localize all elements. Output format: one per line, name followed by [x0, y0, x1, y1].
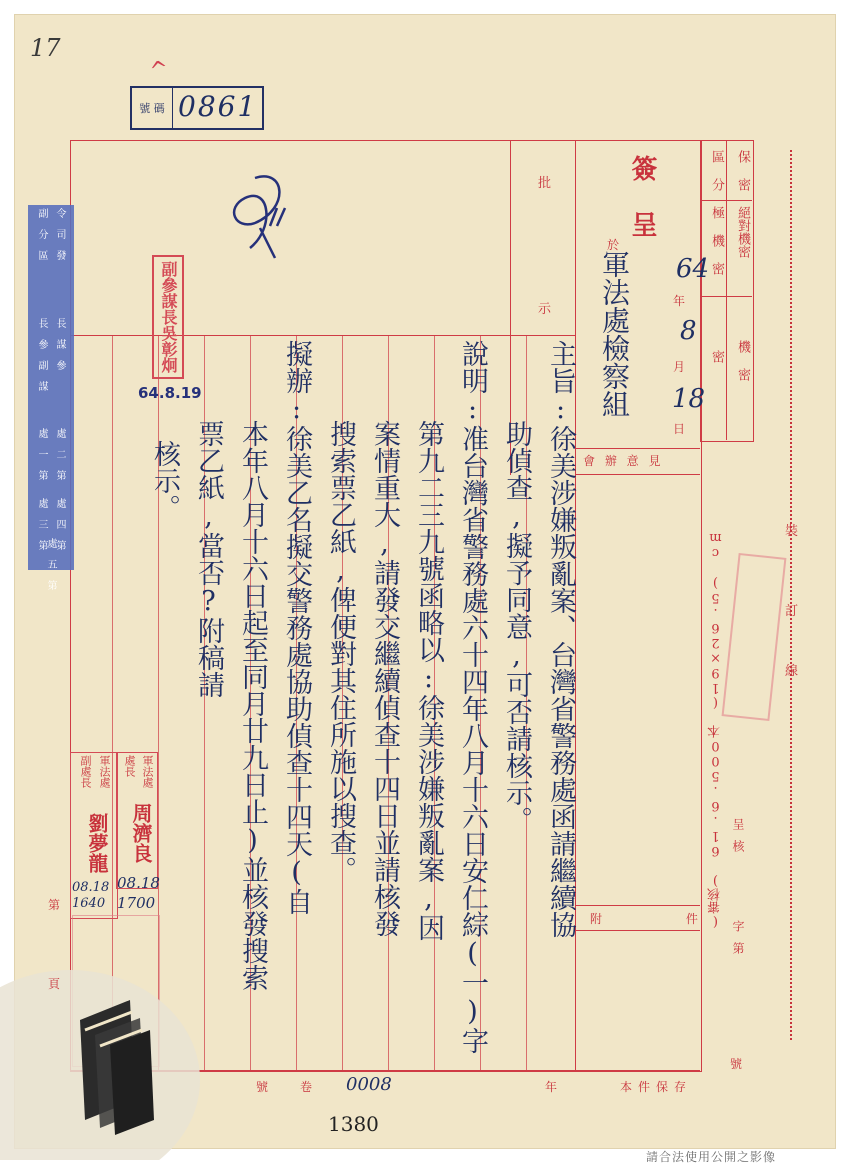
classification-header-1: 保 密: [735, 150, 750, 191]
deputy-stamp-role: 副處長: [79, 755, 92, 788]
body-line-7: 擬辦:徐美乙名擬交警務處協助偵查十四天(自: [281, 340, 312, 915]
classification-level-2: 極 機 密: [709, 206, 724, 275]
blue-stamp-row-8: 處 四 第: [54, 498, 65, 550]
body-line-2: 助偵查,擬予同意,可否請核示。: [501, 420, 532, 833]
deputy-date: 08.18: [72, 880, 110, 895]
side-page-label-1: 第: [48, 898, 61, 912]
director-time: 1700: [117, 894, 156, 912]
body-line-5: 案情重大,請發交繼續偵查十四日並請核發: [369, 420, 400, 937]
director-stamp-name: 周濟良: [129, 803, 153, 863]
classification-level-3: 機 密: [735, 340, 750, 381]
date-month-label: 月: [673, 360, 686, 374]
date-year: 64: [676, 254, 710, 284]
attachment-label: 附 件: [590, 912, 738, 926]
from-label: 於: [607, 238, 620, 252]
director-stamp-role: 處長: [123, 755, 136, 777]
approve-label: 批: [538, 176, 552, 191]
serial-number-box: [130, 86, 264, 130]
approval-signature-icon: [215, 168, 295, 268]
bottom-year-label: 年: [545, 1080, 558, 1094]
body-line-1: 主旨:徐美涉嫌叛亂案、台灣省警務處函請繼續協: [545, 340, 576, 938]
footer-usage-note: 請合法使用公開之影像: [646, 1150, 777, 1164]
classification-header-2: 區 分: [709, 150, 724, 191]
date-day-label: 日: [673, 422, 686, 436]
director-stamp: [116, 752, 158, 889]
document-title: 簽 呈: [627, 155, 657, 237]
binding-dotted-line: [790, 150, 792, 1040]
side-page-label-2: 頁: [48, 977, 61, 991]
serial-label: 號 碼: [132, 88, 173, 128]
deputy-stamp-title: 軍法處: [98, 755, 111, 788]
bottom-number-label: 號: [256, 1080, 269, 1094]
archive-book-logo-icon: [0, 960, 200, 1160]
date-day: 18: [672, 384, 706, 414]
body-line-3: 說明:准台灣省警務處六十四年八月十六日安仁綜(一)字: [457, 340, 488, 1054]
bind-label-3: 線: [785, 664, 799, 679]
deputy-stamp-name: 劉夢龍: [85, 813, 109, 873]
page-number-stamp: 1380: [328, 1112, 379, 1136]
director-date: 08.18: [117, 874, 160, 892]
date-year-label: 年: [673, 294, 686, 308]
side-number-label: 號: [730, 1057, 743, 1071]
blue-stamp-row-5: 處 一 第: [36, 428, 47, 480]
blue-stamp-row-1: 副 分 區: [36, 208, 47, 260]
bottom-preserve-label: 本件保存: [620, 1080, 693, 1094]
classification-level-1: 絕對機密: [735, 206, 750, 258]
blue-stamp-row-9: 處 五 第: [45, 538, 56, 590]
deputy-time: 1640: [72, 896, 106, 911]
date-month: 8: [680, 316, 697, 346]
red-mark-icon: ^: [147, 56, 171, 85]
cosign-label: 會 辦 意 見: [583, 454, 664, 468]
body-line-10: 核示。: [149, 440, 180, 521]
blue-stamp-row-4: 長 謀 參: [54, 318, 65, 370]
blue-stamp-row-6: 處 二 第: [54, 428, 65, 480]
corner-page-number: 17: [30, 34, 61, 62]
blue-stamp-row-7: 處 三 第: [36, 498, 47, 550]
bind-label-1: 裝: [785, 524, 799, 539]
bind-label-2: 訂: [785, 604, 799, 619]
form-spec-note: (審核) 61.6.500本 (19×26.5) cm: [708, 530, 723, 929]
blue-stamp-row-3: 長 參 副 謀: [36, 318, 47, 391]
received-date-stamp: 64.8.19: [138, 384, 202, 402]
body-line-8: 本年八月十六日起至同月廿九日止)並核發搜索: [237, 420, 268, 991]
body-line-9: 票乙紙,當否?附稿請: [193, 420, 224, 698]
bottom-small-number: 0008: [346, 1074, 392, 1095]
director-stamp-title: 軍法處: [141, 755, 154, 788]
classification-level-4: 密: [709, 350, 724, 363]
side-approve-label: 呈核: [731, 818, 745, 862]
bottom-volume-label: 卷: [300, 1080, 313, 1094]
from-unit: 軍法處檢察組: [598, 250, 631, 418]
blue-stamp-row-2: 令 司 發: [54, 208, 65, 260]
side-word-label: 字第: [731, 920, 745, 964]
officer-stamp: 副參謀長吳彰炯: [152, 255, 184, 379]
serial-number: 0861: [178, 90, 258, 123]
instruct-label: 示: [538, 302, 552, 317]
body-line-4: 第九二三九號函略以:徐美涉嫌叛亂案,因: [413, 420, 444, 941]
body-line-6: 搜索票乙紙,俾便對其住所施以搜查。: [325, 420, 356, 883]
